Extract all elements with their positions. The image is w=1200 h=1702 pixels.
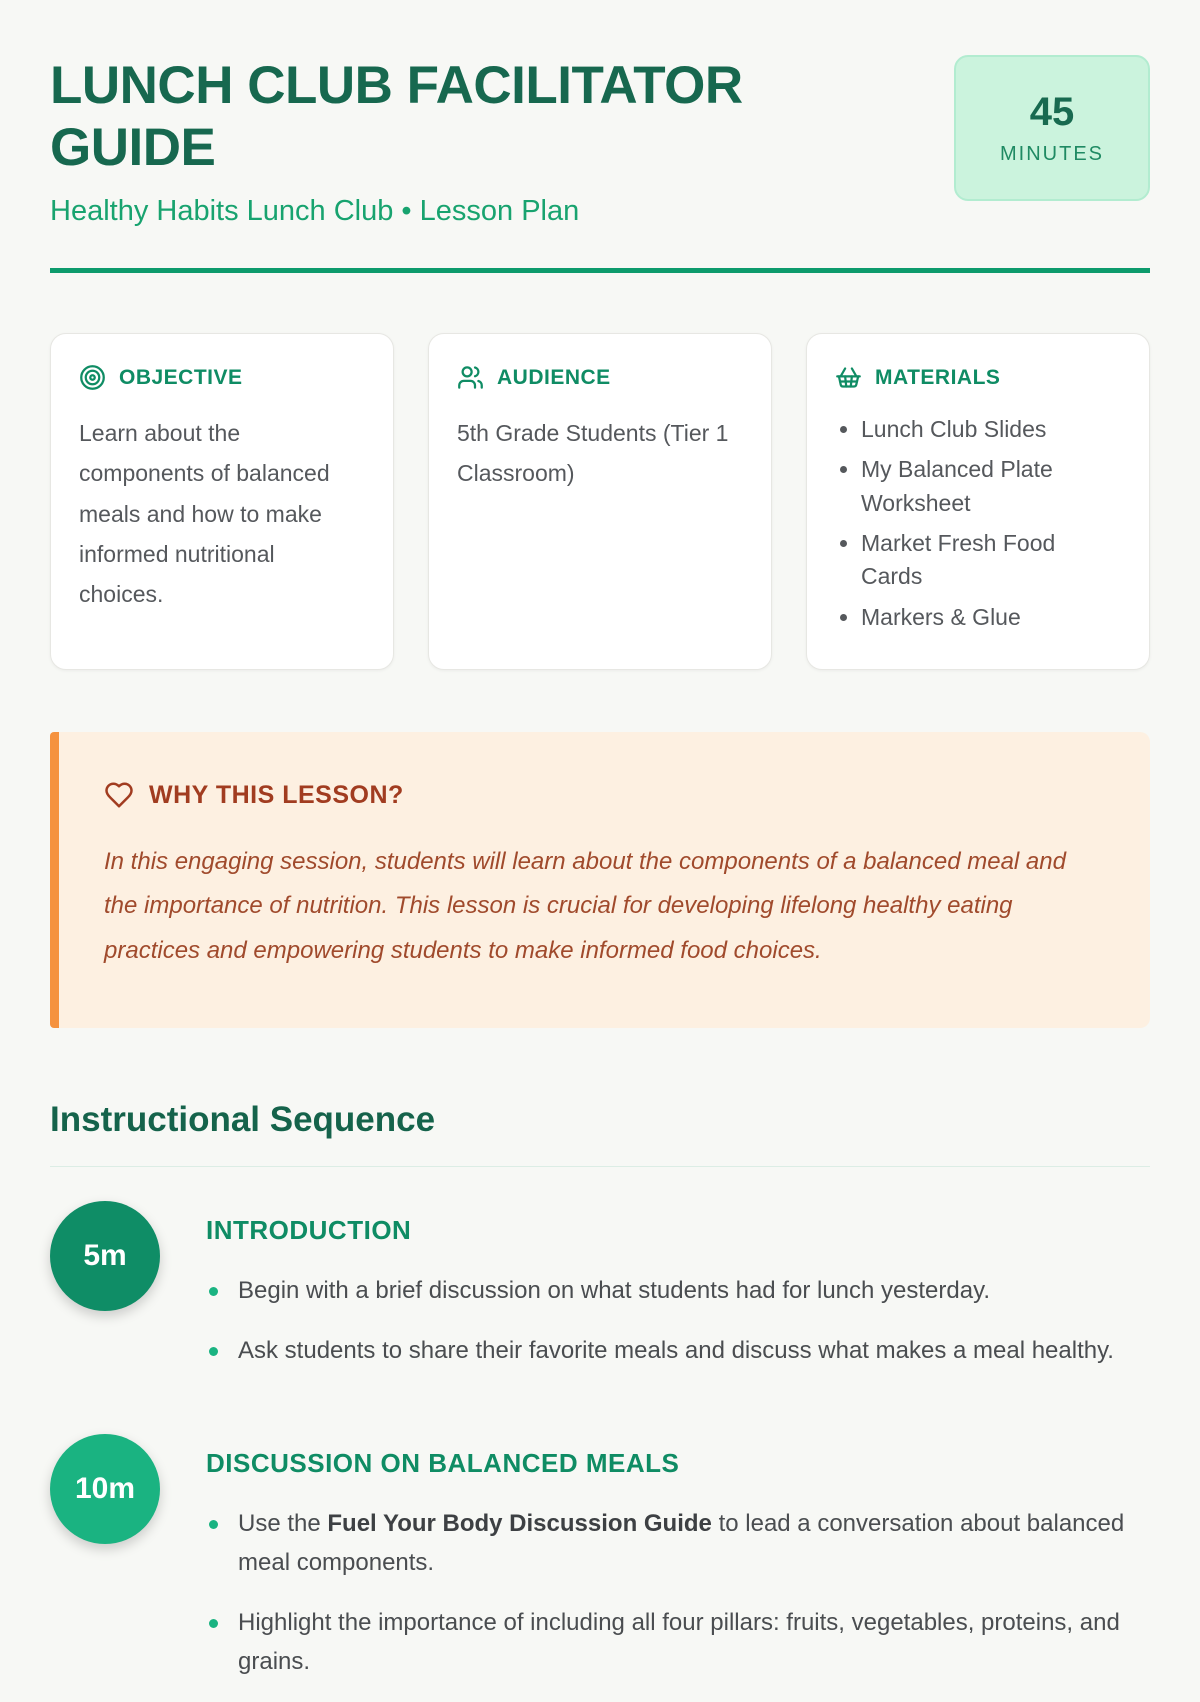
step-duration-badge: 5m	[50, 1201, 160, 1311]
header	[50, 55, 1150, 228]
section-title: Instructional Sequence	[50, 1100, 1150, 1167]
step-title: INTRODUCTION	[206, 1215, 412, 1246]
duration-value: 45	[1029, 90, 1075, 134]
bullet-text: Use the	[238, 1509, 328, 1537]
materials-item: • My Balanced Plate Worksheet	[861, 453, 1121, 520]
target-icon	[79, 364, 106, 391]
audience-heading: AUDIENCE	[497, 365, 611, 389]
callout-header	[104, 780, 1102, 810]
objective-heading: OBJECTIVE	[119, 365, 243, 389]
step-bullet	[206, 1505, 1150, 1583]
bullet-text-bold: Fuel Your Body Discussion Guide	[327, 1509, 712, 1537]
materials-card-header	[835, 364, 1121, 391]
basket-icon	[835, 364, 862, 391]
info-cards	[50, 333, 1150, 670]
step-content	[206, 1201, 1150, 1392]
audience-card-header	[457, 364, 743, 391]
bullet-text: to lead a conversation about balanced meal components.	[238, 1509, 1125, 1576]
instructional-sequence	[50, 1201, 1150, 1702]
audience-text: 5th Grade Students (Tier 1 Classroom)	[457, 420, 729, 487]
duration-badge	[954, 55, 1150, 201]
objective-card-header	[79, 364, 365, 391]
objective-card	[50, 333, 394, 670]
heart-icon	[104, 780, 134, 810]
objective-text: Learn about the components of balanced meals and how to make informed nutritional choices.	[79, 420, 330, 607]
bullet-text: Begin with a brief discussion on what students had for lunch yesterday.	[238, 1277, 990, 1305]
step-introduction	[50, 1201, 1150, 1392]
materials-item: • Markers & Glue	[861, 601, 1121, 634]
materials-list	[835, 413, 1121, 634]
duration-unit: MINUTES	[1000, 143, 1104, 165]
bullet-text: Highlight the importance of including all four pillars: fruits, vegetables, proteins, and grains.	[238, 1608, 1120, 1675]
materials-card	[806, 333, 1150, 670]
step-bullet-list	[206, 1505, 1150, 1682]
step-bullet-list	[206, 1272, 1150, 1371]
audience-card	[428, 333, 772, 670]
header-text	[50, 55, 910, 228]
materials-item: • Lunch Club Slides	[861, 413, 1121, 446]
materials-heading: MATERIALS	[875, 365, 1001, 389]
users-icon	[457, 364, 484, 391]
page-subtitle: Healthy Habits Lunch Club • Lesson Plan	[50, 195, 580, 227]
bullet-text: Ask students to share their favorite meals and discuss what makes a meal healthy.	[238, 1337, 1114, 1365]
step-bullet	[206, 1272, 1150, 1311]
step-title: DISCUSSION ON BALANCED MEALS	[206, 1447, 680, 1478]
step-bullet	[206, 1332, 1150, 1371]
callout-heading: WHY THIS LESSON?	[149, 780, 404, 809]
callout-text: In this engaging session, students will learn about the components of a balanced meal and the importance of nutrition. This lesson is crucial for developing lifelong healthy eating practices and empowering students to make informed food choices.	[104, 848, 1066, 964]
header-divider	[50, 268, 1150, 273]
why-this-lesson-callout	[50, 732, 1150, 1028]
step-discussion	[50, 1434, 1150, 1702]
step-bullet	[206, 1604, 1150, 1682]
page-title: LUNCH CLUB FACILITATOR GUIDE	[50, 56, 743, 177]
step-content	[206, 1434, 1150, 1702]
step-duration-badge: 10m	[50, 1434, 160, 1544]
materials-item: • Market Fresh Food Cards	[861, 527, 1121, 594]
